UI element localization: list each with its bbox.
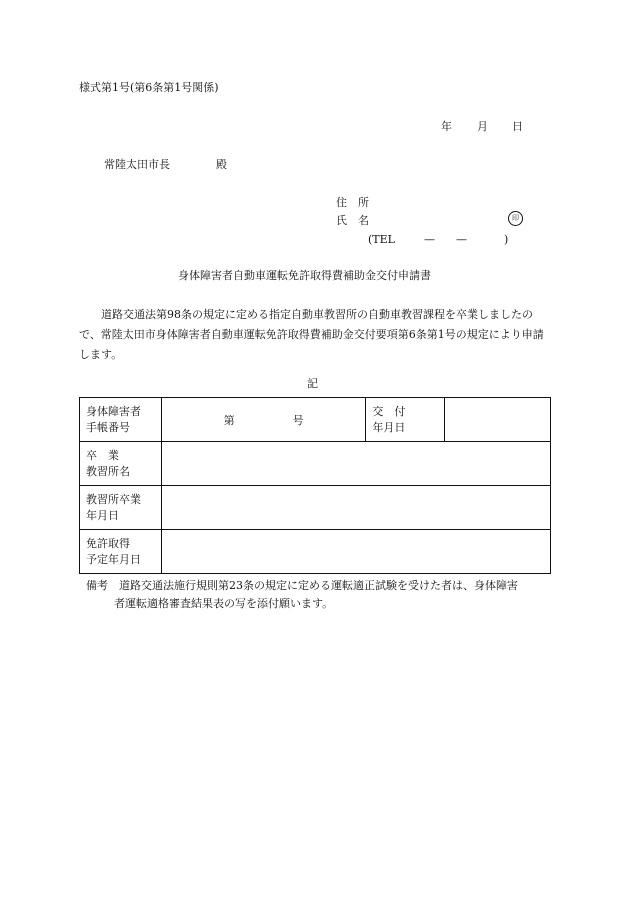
issue-label-line1: 交 付 [372, 404, 406, 418]
tel-dash-1: — [424, 233, 435, 246]
remarks-line1: 備考 道路交通法施行規則第23条の規定に定める運転適正試験を受けた者は、身体障害 [86, 579, 518, 592]
seal-icon: 印 [508, 211, 523, 226]
issue-date-field[interactable] [445, 398, 551, 442]
tel-dash-2: — [456, 233, 467, 246]
addressee [104, 158, 227, 171]
license-date-label-line1: 免許取得 [86, 536, 130, 550]
detail-table [79, 397, 551, 574]
form-number: 様式第1号(第6条第1号関係) [79, 81, 219, 94]
table-row-grad-date [80, 486, 551, 530]
tel-close: ) [504, 233, 509, 246]
date-day-label: 日 [512, 120, 523, 133]
school-label-line2: 教習所名 [86, 464, 130, 478]
handbook-go: 号 [292, 413, 304, 427]
school-label-line1: 卒 業 [86, 448, 119, 462]
grad-date-label-line1: 教習所卒業 [86, 492, 141, 506]
body-text: 道路交通法第98条の規定に定める指定自動車教習所の自動車教習課程を卒業しましたので、常陸太田市身体障害者自動車運転免許取得費補助金交付要項第6条第1号の規定により申請します。 [79, 308, 544, 361]
handbook-label-cell [80, 398, 162, 442]
grad-date-label-cell [80, 486, 162, 530]
handbook-dai: 第 [223, 413, 235, 427]
remarks [86, 577, 566, 613]
license-date-label-line2: 予定年月日 [86, 552, 141, 566]
handbook-number-field[interactable] [161, 398, 366, 442]
tel-line [368, 233, 509, 246]
school-label-cell [80, 442, 162, 486]
handbook-label-line2: 手帳番号 [86, 420, 130, 434]
ki-label: 記 [307, 377, 318, 390]
license-date-label-cell [80, 530, 162, 574]
table-row-license-date [80, 530, 551, 574]
date-month-label: 月 [477, 120, 488, 133]
document-title: 身体障害者自動車運転免許取得費補助金交付申請書 [178, 269, 431, 282]
school-name-field[interactable] [161, 442, 550, 486]
handbook-label-line1: 身体障害者 [86, 404, 141, 418]
addressee-name: 常陸太田市長 [104, 158, 170, 171]
grad-date-field[interactable] [161, 486, 550, 530]
date-year-label: 年 [441, 120, 452, 133]
addressee-honorific: 殿 [216, 158, 227, 171]
issue-date-label-cell [366, 398, 445, 442]
grad-date-label-line2: 年月日 [86, 508, 119, 522]
issue-label-line2: 年月日 [372, 420, 406, 434]
table-row-handbook [80, 398, 551, 442]
address-label: 住 所 [336, 196, 369, 209]
table-row-school [80, 442, 551, 486]
license-date-field[interactable] [161, 530, 550, 574]
tel-open: (TEL [368, 233, 395, 246]
name-label: 氏 名 [336, 214, 369, 227]
remarks-line2: 者運転適格審査結果表の写を添付願います。 [114, 597, 334, 610]
